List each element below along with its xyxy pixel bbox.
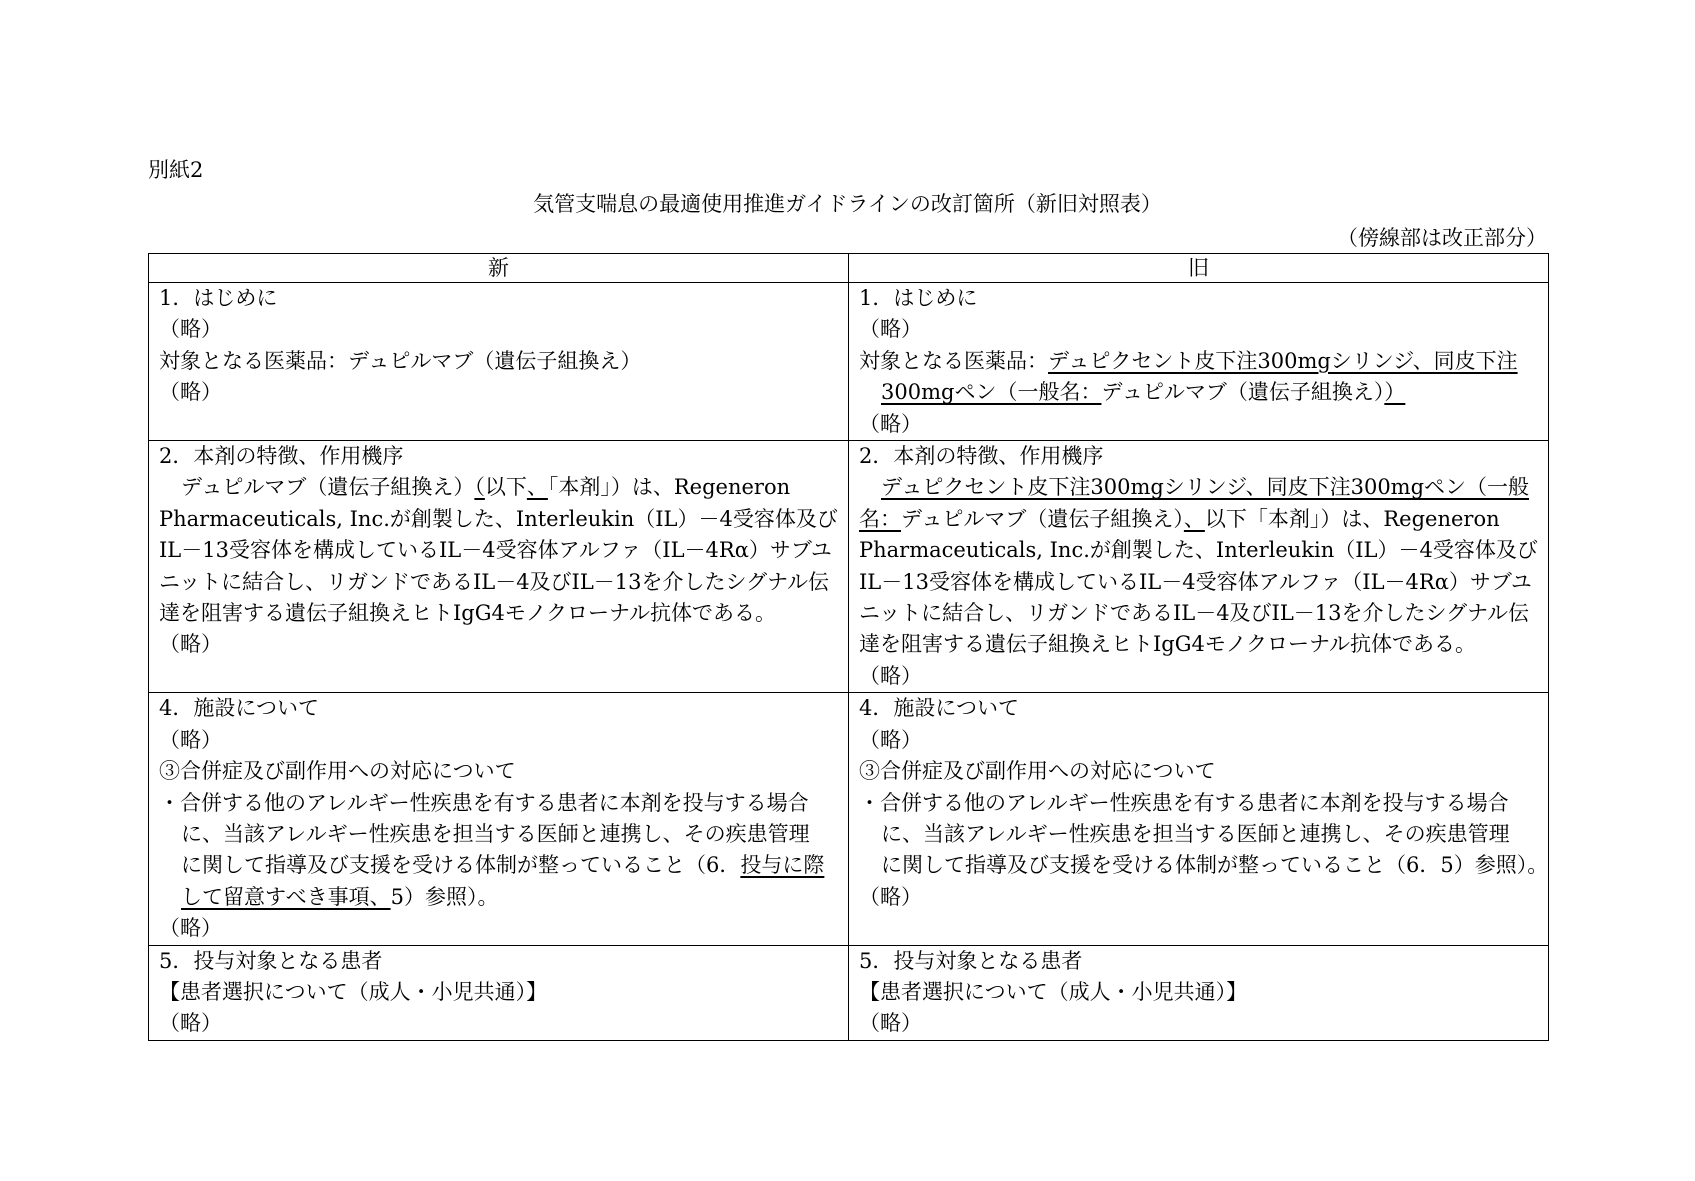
revised-text: ） bbox=[1384, 380, 1406, 405]
text-segment: 1．はじめに bbox=[859, 286, 978, 310]
header-old: 旧 bbox=[849, 254, 1549, 283]
text-line bbox=[859, 377, 1538, 408]
text-segment: 以下「本剤」）は、Regeneron bbox=[1204, 506, 1500, 531]
cell-new bbox=[149, 283, 849, 441]
text-segment: 2．本剤の特徴、作用機序 bbox=[159, 444, 404, 469]
cell-old bbox=[849, 441, 1549, 693]
annex-label: 別紙2 bbox=[148, 158, 204, 182]
text-line bbox=[859, 409, 1538, 440]
text-line bbox=[859, 661, 1538, 692]
text-segment: ニットに結合し、リガンドであるIL－4及びIL－13を介したシグナル伝 bbox=[159, 569, 830, 594]
comparison-table bbox=[148, 253, 1549, 1041]
text-segment: ③合併症及び副作用への対応について bbox=[859, 759, 1216, 784]
text-line bbox=[159, 819, 838, 850]
text-line bbox=[859, 504, 1538, 535]
text-line bbox=[159, 567, 838, 598]
text-line bbox=[159, 913, 838, 944]
text-line bbox=[159, 377, 838, 408]
text-segment: （略） bbox=[159, 1011, 222, 1036]
text-line bbox=[859, 1008, 1538, 1039]
text-segment: デュピルマブ（遺伝子組換え） bbox=[181, 475, 475, 500]
text-segment: 【患者選択について（成人・小児共通）】 bbox=[159, 979, 548, 1004]
text-segment: デュピルマブ（遺伝子組換え） bbox=[901, 506, 1184, 531]
text-segment: 4．施設について bbox=[859, 696, 1019, 721]
cell-new bbox=[149, 945, 849, 1040]
text-line bbox=[859, 725, 1538, 756]
cell-new bbox=[149, 693, 849, 945]
text-segment: に関して指導及び支援を受ける体制が整っていること（6． bbox=[181, 853, 741, 878]
text-segment: （略） bbox=[859, 727, 922, 752]
text-line bbox=[859, 788, 1538, 819]
revised-text: 、 bbox=[1183, 506, 1205, 531]
text-segment: に関して指導及び支援を受ける体制が整っていること（6．5）参照）。 bbox=[881, 853, 1549, 878]
text-segment: 5）参照）。 bbox=[390, 884, 499, 909]
text-segment: 対象となる医薬品： bbox=[859, 348, 1048, 373]
text-segment: （略） bbox=[859, 663, 922, 688]
cell-old bbox=[849, 693, 1549, 945]
table-row bbox=[149, 283, 1549, 441]
text-segment: （略） bbox=[159, 317, 222, 342]
revised-text: デュピクセント皮下注300mgシリンジ、同皮下注 bbox=[1048, 348, 1518, 373]
text-line bbox=[159, 850, 838, 881]
text-line bbox=[159, 598, 838, 629]
text-line bbox=[159, 283, 838, 314]
text-segment: 2．本剤の特徴、作用機序 bbox=[859, 444, 1104, 469]
cell-old bbox=[849, 945, 1549, 1040]
text-line bbox=[159, 946, 838, 977]
table-row bbox=[149, 693, 1549, 945]
text-segment: Pharmaceuticals, Inc.が創製した、Interleukin（IL）－4受容体及び bbox=[159, 506, 838, 531]
text-segment: 対象となる医薬品：デュピルマブ（遺伝子組換え） bbox=[159, 348, 642, 373]
text-line bbox=[859, 567, 1538, 598]
text-line bbox=[159, 314, 838, 345]
text-segment: 以下 bbox=[484, 475, 527, 500]
text-line bbox=[859, 441, 1538, 472]
text-line bbox=[159, 788, 838, 819]
document-title: 気管支喘息の最適使用推進ガイドラインの改訂箇所（新旧対照表） bbox=[533, 192, 1162, 216]
text-segment: に、当該アレルギー性疾患を担当する医師と連携し、その疾患管理 bbox=[881, 821, 1510, 846]
text-line bbox=[159, 472, 838, 503]
text-line bbox=[159, 977, 838, 1008]
text-line bbox=[859, 977, 1538, 1008]
text-line bbox=[859, 850, 1549, 881]
text-segment: Pharmaceuticals, Inc.が創製した、Interleukin（IL）－4受容体及び bbox=[859, 538, 1538, 563]
text-line bbox=[859, 946, 1538, 977]
text-segment: （略） bbox=[859, 884, 922, 909]
text-line bbox=[159, 882, 838, 913]
text-segment: 1．はじめに bbox=[159, 286, 278, 310]
header-new: 新 bbox=[149, 254, 849, 283]
text-segment: 達を阻害する遺伝子組換えヒトIgG4モノクローナル抗体である。 bbox=[859, 632, 1476, 657]
text-line bbox=[859, 882, 1538, 913]
text-segment: 達を阻害する遺伝子組換えヒトIgG4モノクローナル抗体である。 bbox=[159, 601, 776, 626]
revised-text: 300mgペン（一般名： bbox=[881, 380, 1102, 405]
text-segment: 「本剤」）は、Regeneron bbox=[547, 475, 791, 500]
text-segment: ・合併する他のアレルギー性疾患を有する患者に本剤を投与する場合 bbox=[859, 790, 1509, 815]
text-segment: ③合併症及び副作用への対応について bbox=[159, 759, 516, 784]
text-line bbox=[159, 693, 838, 724]
text-segment: （略） bbox=[859, 411, 922, 436]
text-line bbox=[159, 535, 838, 566]
text-line bbox=[859, 472, 1538, 503]
text-segment: IL－13受容体を構成しているIL－4受容体アルファ（IL－4Rα）サブユ bbox=[159, 538, 832, 563]
text-line bbox=[859, 346, 1538, 377]
text-segment: デュピルマブ（遺伝子組換え） bbox=[1101, 380, 1385, 405]
text-segment: （略） bbox=[859, 317, 922, 342]
text-segment: 5．投与対象となる患者 bbox=[159, 948, 383, 973]
text-segment: （略） bbox=[159, 632, 222, 657]
revised-text: （ bbox=[474, 475, 485, 500]
text-segment: 【患者選択について（成人・小児共通）】 bbox=[859, 979, 1248, 1004]
revised-text: 名： bbox=[859, 506, 901, 531]
text-line bbox=[859, 535, 1538, 566]
text-line bbox=[159, 441, 838, 472]
text-line bbox=[159, 346, 838, 377]
text-segment: に、当該アレルギー性疾患を担当する医師と連携し、その疾患管理 bbox=[181, 821, 810, 846]
revised-text: 、 bbox=[526, 475, 548, 500]
text-line bbox=[159, 629, 838, 660]
table-row bbox=[149, 945, 1549, 1040]
text-line bbox=[859, 693, 1538, 724]
text-segment: （略） bbox=[159, 727, 222, 752]
text-line bbox=[159, 756, 838, 787]
text-line bbox=[159, 1008, 838, 1039]
text-segment: 5．投与対象となる患者 bbox=[859, 948, 1083, 973]
text-segment: ニットに結合し、リガンドであるIL－4及びIL－13を介したシグナル伝 bbox=[859, 601, 1530, 626]
text-line bbox=[159, 504, 838, 535]
text-segment: （略） bbox=[159, 380, 222, 405]
text-line bbox=[159, 725, 838, 756]
text-segment: （略） bbox=[159, 916, 222, 941]
text-segment: 4．施設について bbox=[159, 696, 319, 721]
text-segment: IL－13受容体を構成しているIL－4受容体アルファ（IL－4Rα）サブユ bbox=[859, 569, 1532, 594]
text-line bbox=[859, 629, 1538, 660]
text-segment: ・合併する他のアレルギー性疾患を有する患者に本剤を投与する場合 bbox=[159, 790, 809, 815]
text-segment: （略） bbox=[859, 1011, 922, 1036]
underline-note: （傍線部は改正部分） bbox=[1337, 226, 1547, 250]
text-line bbox=[859, 314, 1538, 345]
header-row bbox=[149, 254, 1549, 283]
revised-text: して留意すべき事項、 bbox=[181, 884, 391, 909]
text-line bbox=[859, 819, 1538, 850]
table-row bbox=[149, 441, 1549, 693]
revised-text: デュピクセント皮下注300mgシリンジ、同皮下注300mgペン（一般 bbox=[881, 475, 1530, 500]
text-line bbox=[859, 598, 1538, 629]
text-line bbox=[859, 283, 1538, 314]
text-line bbox=[859, 756, 1538, 787]
cell-old bbox=[849, 283, 1549, 441]
revised-text: 投与に際 bbox=[740, 853, 825, 878]
cell-new bbox=[149, 441, 849, 693]
